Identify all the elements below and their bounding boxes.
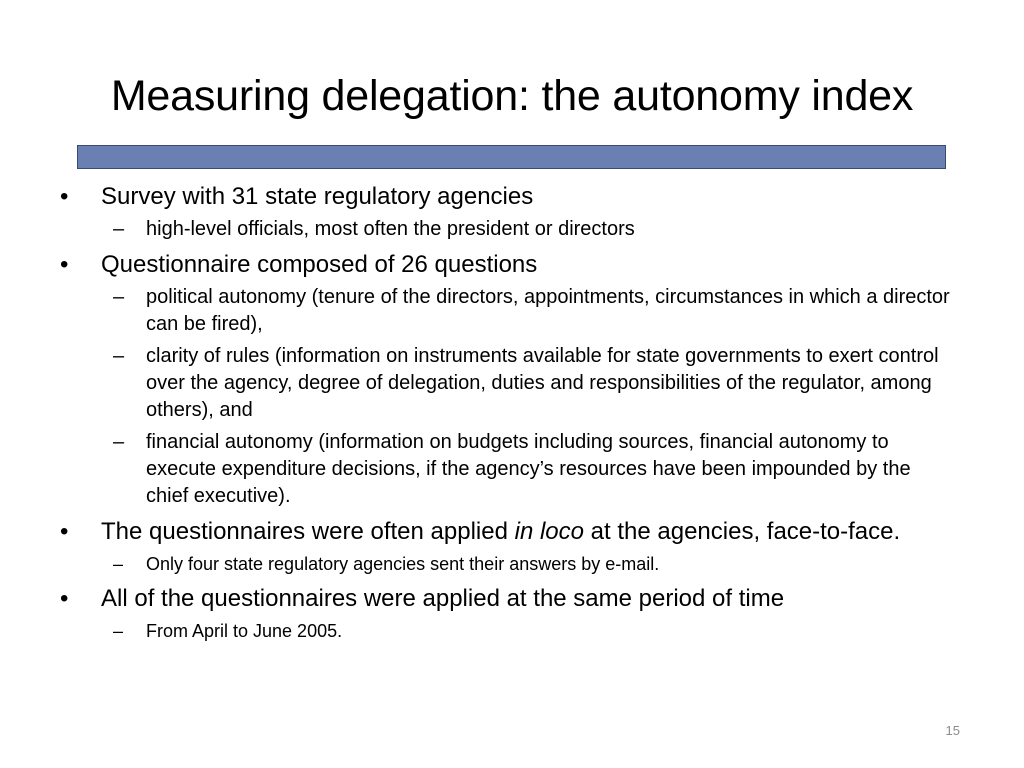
bullet-marker: •: [60, 251, 69, 278]
sub-bullet-text: high-level officials, most often the president or directors: [146, 218, 635, 240]
bullet-text: Survey with 31 state regulatory agencies: [101, 183, 534, 210]
dash-marker: –: [113, 345, 125, 367]
sub-bullet-item: [58, 618, 958, 644]
bullet-list: [58, 183, 958, 644]
sub-bullet-text: political autonomy (tenure of the directors, appointments, circumstances in which a director can be fired),: [146, 286, 950, 335]
dash-marker: –: [113, 431, 125, 453]
bullet-text: Questionnaire composed of 26 questions: [101, 251, 538, 278]
sub-bullet-item: [58, 284, 958, 338]
sub-bullet-text: clarity of rules (information on instruments available for state governments to exert control over the agency, degree of delegation, duties and responsibilities of the regulator, among others), and: [146, 345, 939, 421]
bullet-text-part: The questionnaires were often applied: [101, 518, 515, 545]
page-number: 15: [945, 723, 960, 738]
bullet-marker: •: [60, 518, 69, 545]
dash-marker: –: [113, 218, 125, 240]
dash-marker: –: [113, 286, 125, 308]
sub-bullet-item: [58, 551, 958, 577]
dash-marker: –: [113, 621, 124, 641]
sub-bullet-item: [58, 429, 958, 510]
sub-bullet-item: [58, 216, 958, 243]
sub-bullet-item: [58, 343, 958, 424]
bullet-marker: •: [60, 183, 69, 210]
emphasis-text: in loco: [514, 518, 584, 545]
bullet-item: [58, 518, 958, 546]
bullet-text: All of the questionnaires were applied at the same period of time: [101, 585, 785, 612]
sub-bullet-text: Only four state regulatory agencies sent their answers by e-mail.: [146, 554, 660, 574]
bullet-item: [58, 183, 958, 211]
sub-bullet-text: From April to June 2005.: [146, 621, 343, 641]
sub-bullet-text: financial autonomy (information on budgets including sources, financial autonomy to execute expenditure decisions, if the agency’s resources have been impounded by the chief executive).: [146, 431, 911, 507]
bullet-item: [58, 251, 958, 279]
dash-marker: –: [113, 554, 124, 574]
bullet-text-part: at the agencies, face-to-face.: [583, 518, 901, 545]
bullet-marker: •: [60, 585, 69, 612]
slide-title: Measuring delegation: the autonomy index: [110, 72, 914, 120]
bullet-item: [58, 585, 958, 613]
title-accent-bar: [77, 145, 946, 169]
